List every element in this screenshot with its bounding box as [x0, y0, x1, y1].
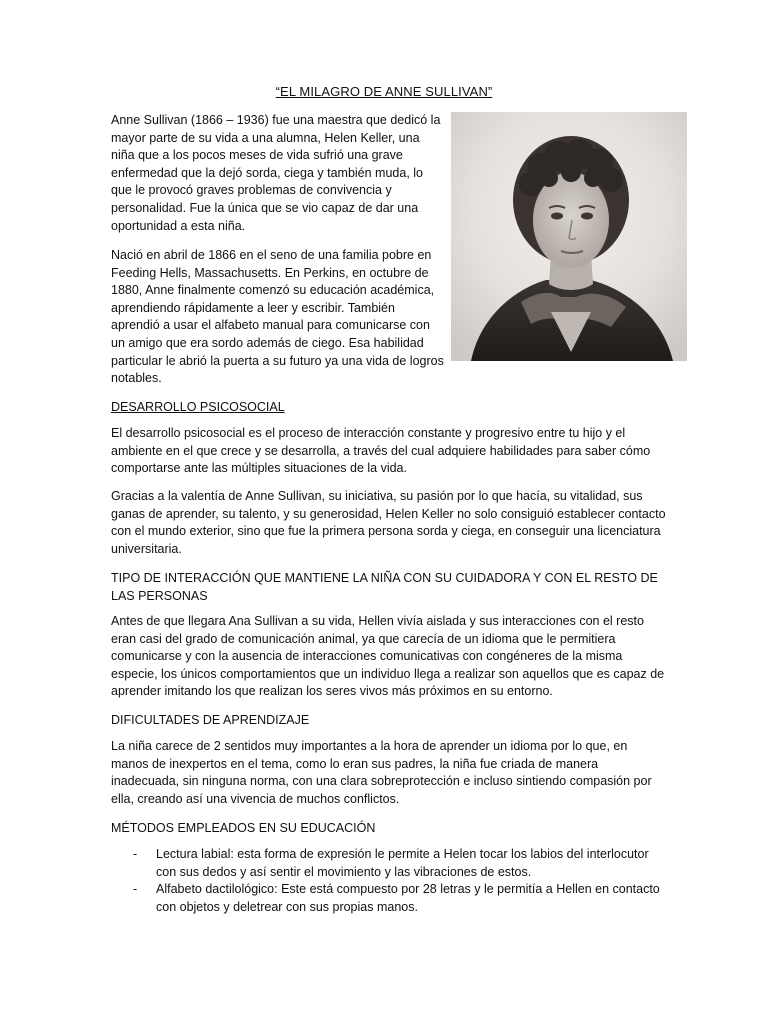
heading-dificultades: DIFICULTADES DE APRENDIZAJE — [111, 713, 310, 727]
dificultades-paragraph: La niña carece de 2 sentidos muy importantes a la hora de aprender un idioma por lo que, en manos de inexpertos en el tema, como lo eran sus padres, la niña fue criada de manera inadecuada, sin ninguna norma, con una clara sobreprotección e incluso sintiendo compasión por ella, creando así una vivencia de muchos conflictos. — [111, 739, 652, 806]
metodos-list — [111, 846, 671, 916]
list-item-text: Lectura labial: esta forma de expresión le permite a Helen tocar los labios del interlocutor con sus dedos y así sentir el movimiento y las vibraciones de estos. — [156, 847, 649, 879]
list-item — [111, 881, 671, 916]
document-title: “EL MILAGRO DE ANNE SULLIVAN” — [275, 84, 493, 99]
list-bullet: - — [133, 882, 138, 897]
intro-paragraph-1: Anne Sullivan (1866 – 1936) fue una maestra que dedicó la mayor parte de su vida a una alumna, Helen Keller, una niña que a los pocos meses de vida sufrió una grave enfermedad que la dejó sorda, ciega y también muda, lo que le provocó graves problemas de convivencia y personalidad. Fue la única que se vio capaz de dar una oportunidad a esta niña. — [111, 113, 441, 233]
list-item — [111, 846, 671, 881]
heading-desarrollo-psicosocial: DESARROLLO PSICOSOCIAL — [111, 400, 285, 414]
desarrollo-paragraph-2: Gracias a la valentía de Anne Sullivan, su iniciativa, su pasión por lo que hacía, su vitalidad, sus ganas de aprender, su talento, y su generosidad, Helen Keller no solo consiguió establecer contacto con el mundo exterior, sino que fue la primera persona sorda y ciega, en conseguir una licenciatura universitaria. — [111, 489, 666, 556]
intro-paragraph-2: Nació en abril de 1866 en el seno de una familia pobre en Feeding Hells, Massachusetts. En Perkins, en octubre de 1880, Anne finalmente comenzó su educación académica, aprendiendo rápidamente a leer y escribir. También aprendió a usar el alfabeto manual para comunicarse con un amigo que era sordo además de ciego. Esa habilidad particular le abrió la puerta a su futuro ya una vida de logros notables. — [111, 248, 444, 386]
list-item-text: Alfabeto dactilológico: Este está compuesto por 28 letras y le permitía a Hellen en contacto con objetos y deletrear con sus propias manos. — [156, 882, 660, 914]
list-bullet: - — [133, 847, 138, 861]
portrait-photo — [451, 112, 687, 361]
heading-tipo-interaccion: TIPO DE INTERACCIÓN QUE MANTIENE LA NIÑA CON SU CUIDADORA Y CON EL RESTO DE LAS PERSONAS — [111, 571, 658, 603]
desarrollo-paragraph-1: El desarrollo psicosocial es el proceso de interacción constante y progresivo entre tu hijo y el ambiente en el que crece y se desarrolla, a través del cual adquiere habilidades para saber cómo comportarse ante las múltiples situaciones de la vida. — [111, 426, 651, 476]
heading-metodos: MÉTODOS EMPLEADOS EN SU EDUCACIÓN — [111, 821, 376, 835]
interaccion-paragraph: Antes de que llegara Ana Sullivan a su vida, Hellen vivía aislada y sus interacciones con el resto eran casi del grado de comunicación animal, ya que carecía de un idioma que le permitiera comunicarse y con la ausencia de interacciones comunicativas con congéneres de la misma especie, los únicos comportamientos que un individuo llega a realizar son aquellos que es capaz de aprender imitando los que realizan los seres vivos más próximos en su entorno. — [111, 614, 665, 699]
